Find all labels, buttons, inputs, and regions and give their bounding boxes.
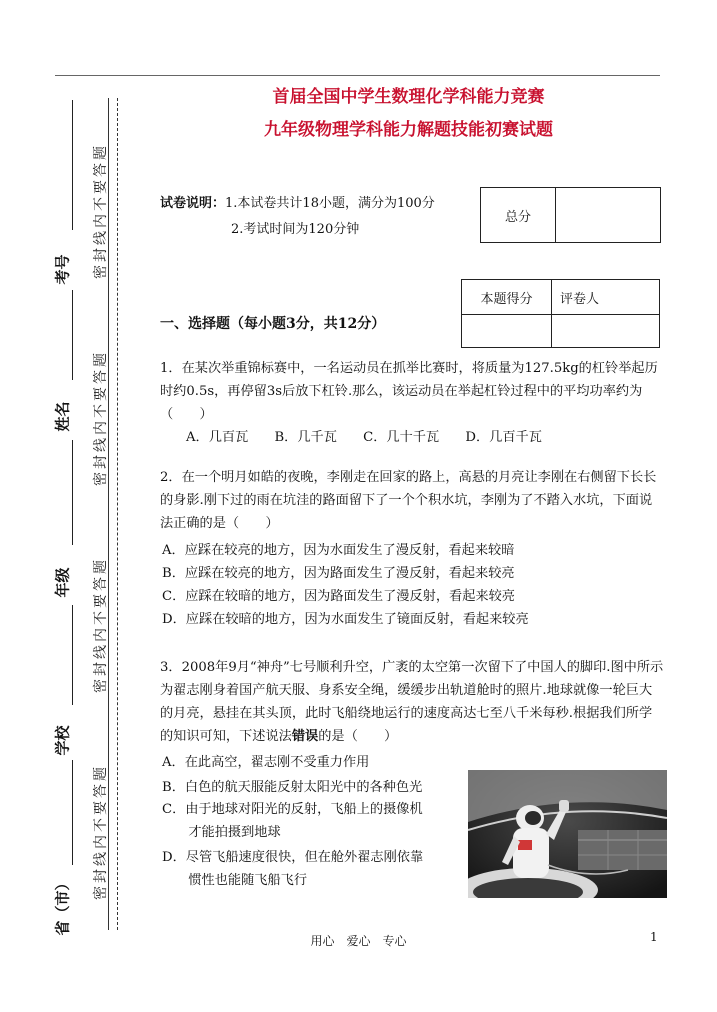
q3-text-before: 3．2008年9月“神舟”七号顺利升空，广袤的太空第一次留下了中国人的脚印.图中所示为翟志刚身着国产航天服、身系安全绳，缓缓步出轨道舱时的照片.地球就像一轮巨大的月亮，悬挂在其头顶，此时飞船绕地运行的速度高达七至八千米每秒.根据我们所学的知识可知，下述说法 (160, 660, 664, 744)
label-exam-number: 考号 (53, 254, 72, 285)
seal-text: 密封线内不要答题 (93, 350, 109, 486)
label-name: 姓名 (53, 401, 72, 432)
fill-line-name[interactable] (72, 290, 73, 380)
grader-cell[interactable] (552, 315, 660, 348)
label-province: 省（市） (53, 875, 72, 936)
q2-option-c[interactable]: C．应踩在较暗的地方，因为路面发生了漫反射，看起来较亮 (162, 589, 515, 604)
q3-option-b[interactable]: B．白色的航天服能反射太阳光中的各种色光 (162, 780, 423, 795)
question-1-text: 1．在某次举重锦标赛中，一名运动员在抓举比赛时，将质量为127.5kg的杠铃举起历时约0.5s，再停留3s后放下杠铃.那么，该运动员在举起杠铃过程中的平均功率约为（ ） (160, 361, 658, 422)
exam-note-item2: 2.考试时间为120分钟 (231, 222, 360, 237)
page-number: 1 (650, 930, 658, 944)
q3-option-d[interactable]: D．尽管飞船速度很快，但在舱外翟志刚依靠 (162, 850, 424, 865)
exam-note (160, 192, 435, 211)
q3-option-c[interactable]: C．由于地球对阳光的反射，飞船上的摄像机 (162, 802, 423, 817)
question-2-text: 2．在一个明月如皓的夜晚，李刚走在回家的路上，高悬的月亮让李刚在右侧留下长长的身影.刚下过的雨在坑洼的路面留下了一个个积水坑，李刚为了不踏入水坑，下面说法正确的是（ ） (160, 470, 657, 531)
q2-option-a[interactable]: A．应踩在较亮的地方，因为水面发生了漫反射，看起来较暗 (162, 543, 515, 558)
exam-note-item1: 1.本试卷共计18小题，满分为100分 (225, 196, 435, 211)
question-3-text (160, 656, 665, 748)
q1-option-d[interactable]: D．几百千瓦 (465, 430, 542, 445)
header-rule (55, 75, 660, 76)
page-title: 首届全国中学生数理化学科能力竞赛 (272, 87, 545, 107)
section-score-table (461, 279, 660, 348)
page-subtitle: 九年级物理学科能力解题技能初赛试题 (264, 120, 553, 140)
q1-option-c[interactable]: C．几十千瓦 (363, 430, 440, 445)
section-heading: 一、选择题（每小题3分，共12分） (160, 316, 386, 332)
question-1-options (186, 426, 564, 445)
q3-text-after: 的是（ ） (318, 729, 398, 744)
seal-text: 密封线内不要答题 (93, 764, 109, 900)
total-score-label: 总分 (481, 188, 556, 243)
fill-line-school[interactable] (72, 605, 73, 705)
score-cell[interactable] (462, 315, 552, 348)
q1-option-a[interactable]: A．几百瓦 (186, 430, 249, 445)
label-school: 学校 (53, 725, 72, 756)
grader-col-header: 评卷人 (552, 280, 660, 315)
seal-text: 密封线内不要答题 (93, 143, 109, 279)
q3-option-d-cont: 惯性也能随飞船飞行 (162, 873, 308, 888)
binding-margin (0, 0, 140, 1012)
q3-option-a[interactable]: A．在此高空，翟志刚不受重力作用 (162, 755, 370, 770)
total-score-cell[interactable] (556, 188, 661, 243)
fill-line-grade[interactable] (72, 440, 73, 545)
q3-option-c-cont: 才能拍摄到地球 (162, 825, 281, 840)
q2-option-b[interactable]: B．应踩在较亮的地方，因为路面发生了漫反射，看起来较亮 (162, 566, 515, 581)
label-grade: 年级 (53, 567, 72, 598)
exam-note-label: 试卷说明： (160, 196, 226, 211)
fill-line-province[interactable] (72, 760, 73, 865)
q1-option-b[interactable]: B．几千瓦 (274, 430, 337, 445)
total-score-table (480, 187, 661, 243)
score-col-header: 本题得分 (462, 280, 552, 315)
fill-line-exam-number[interactable] (72, 100, 73, 230)
astronaut-illustration (468, 770, 667, 898)
q2-option-d[interactable]: D．应踩在较暗的地方，因为水面发生了镜面反射，看起来较亮 (162, 612, 529, 627)
page-footer: 用心 爱心 专心 (310, 934, 407, 948)
astronaut-photo (468, 770, 667, 898)
q3-emphasis: 错误 (291, 729, 319, 744)
seal-text: 密封线内不要答题 (93, 557, 109, 693)
